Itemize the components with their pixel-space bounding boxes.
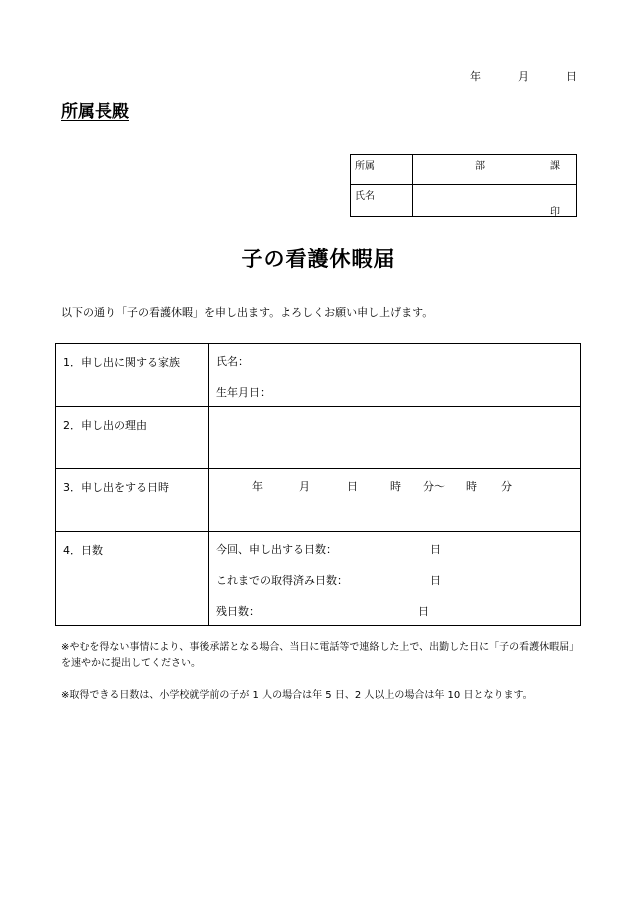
datetime-label: 3．申し出をする日時 xyxy=(56,469,209,532)
note-entitlement: ※取得できる日数は、小学校就学前の子が 1 人の場合は年 5 日、2 人以上の場合は年 10 日となります。 xyxy=(61,690,533,701)
date-year: 年 xyxy=(470,70,481,83)
name-label: 氏名 xyxy=(351,185,413,217)
form-row-datetime xyxy=(56,469,581,532)
form-row-reason xyxy=(56,407,581,469)
family-birthdate-label: 生年月日： xyxy=(216,386,271,399)
form-row-family xyxy=(56,344,581,407)
note-after-the-fact: ※やむを得ない事情により、事後承諾となる場合、当日に電話等で連絡した上で、出勤した日に「子の看護休暇届」を速やかに提出してください。 xyxy=(61,642,580,669)
form-row-days xyxy=(56,532,581,626)
days-taken-label: これまでの取得済み日数： xyxy=(216,574,348,587)
datetime-year: 年 xyxy=(252,480,263,493)
days-this-time-label: 今回、申し出する日数： xyxy=(216,543,337,556)
datetime-hour: 時 xyxy=(390,480,401,493)
affiliation-field[interactable] xyxy=(413,155,577,185)
date-month: 月 xyxy=(518,70,529,83)
days-field[interactable] xyxy=(209,532,581,626)
days-label: 4．日数 xyxy=(56,532,209,626)
section-unit: 課 xyxy=(550,161,560,172)
datetime-minute-from: 分〜 xyxy=(423,480,445,493)
datetime-month: 月 xyxy=(299,480,310,493)
datetime-hour-to: 時 xyxy=(466,480,477,493)
date-day: 日 xyxy=(566,70,577,83)
intro-text: 以下の通り「子の看護休暇」を申し出ます。よろしくお願い申し上げます。 xyxy=(61,306,434,319)
name-field[interactable] xyxy=(413,185,577,217)
addressee: 所属長殿 xyxy=(61,102,129,122)
days-taken-unit: 日 xyxy=(430,574,441,587)
datetime-minute-to: 分 xyxy=(501,480,512,493)
reason-label: 2．申し出の理由 xyxy=(56,407,209,469)
family-label: 1．申し出に関する家族 xyxy=(56,344,209,407)
department-unit: 部 xyxy=(475,161,485,172)
affiliation-label: 所属 xyxy=(351,155,413,185)
reason-field[interactable] xyxy=(209,407,581,469)
seal-mark: 印 xyxy=(550,207,560,218)
days-remaining-label: 残日数： xyxy=(216,605,260,618)
applicant-info-table xyxy=(350,154,577,217)
datetime-field[interactable] xyxy=(209,469,581,532)
leave-form-table xyxy=(55,343,581,626)
family-name-label: 氏名： xyxy=(216,355,249,368)
datetime-day: 日 xyxy=(347,480,358,493)
page-title: 子の看護休暇届 xyxy=(241,247,396,271)
days-this-time-unit: 日 xyxy=(430,543,441,556)
family-field[interactable] xyxy=(209,344,581,407)
days-remaining-unit: 日 xyxy=(418,605,429,618)
